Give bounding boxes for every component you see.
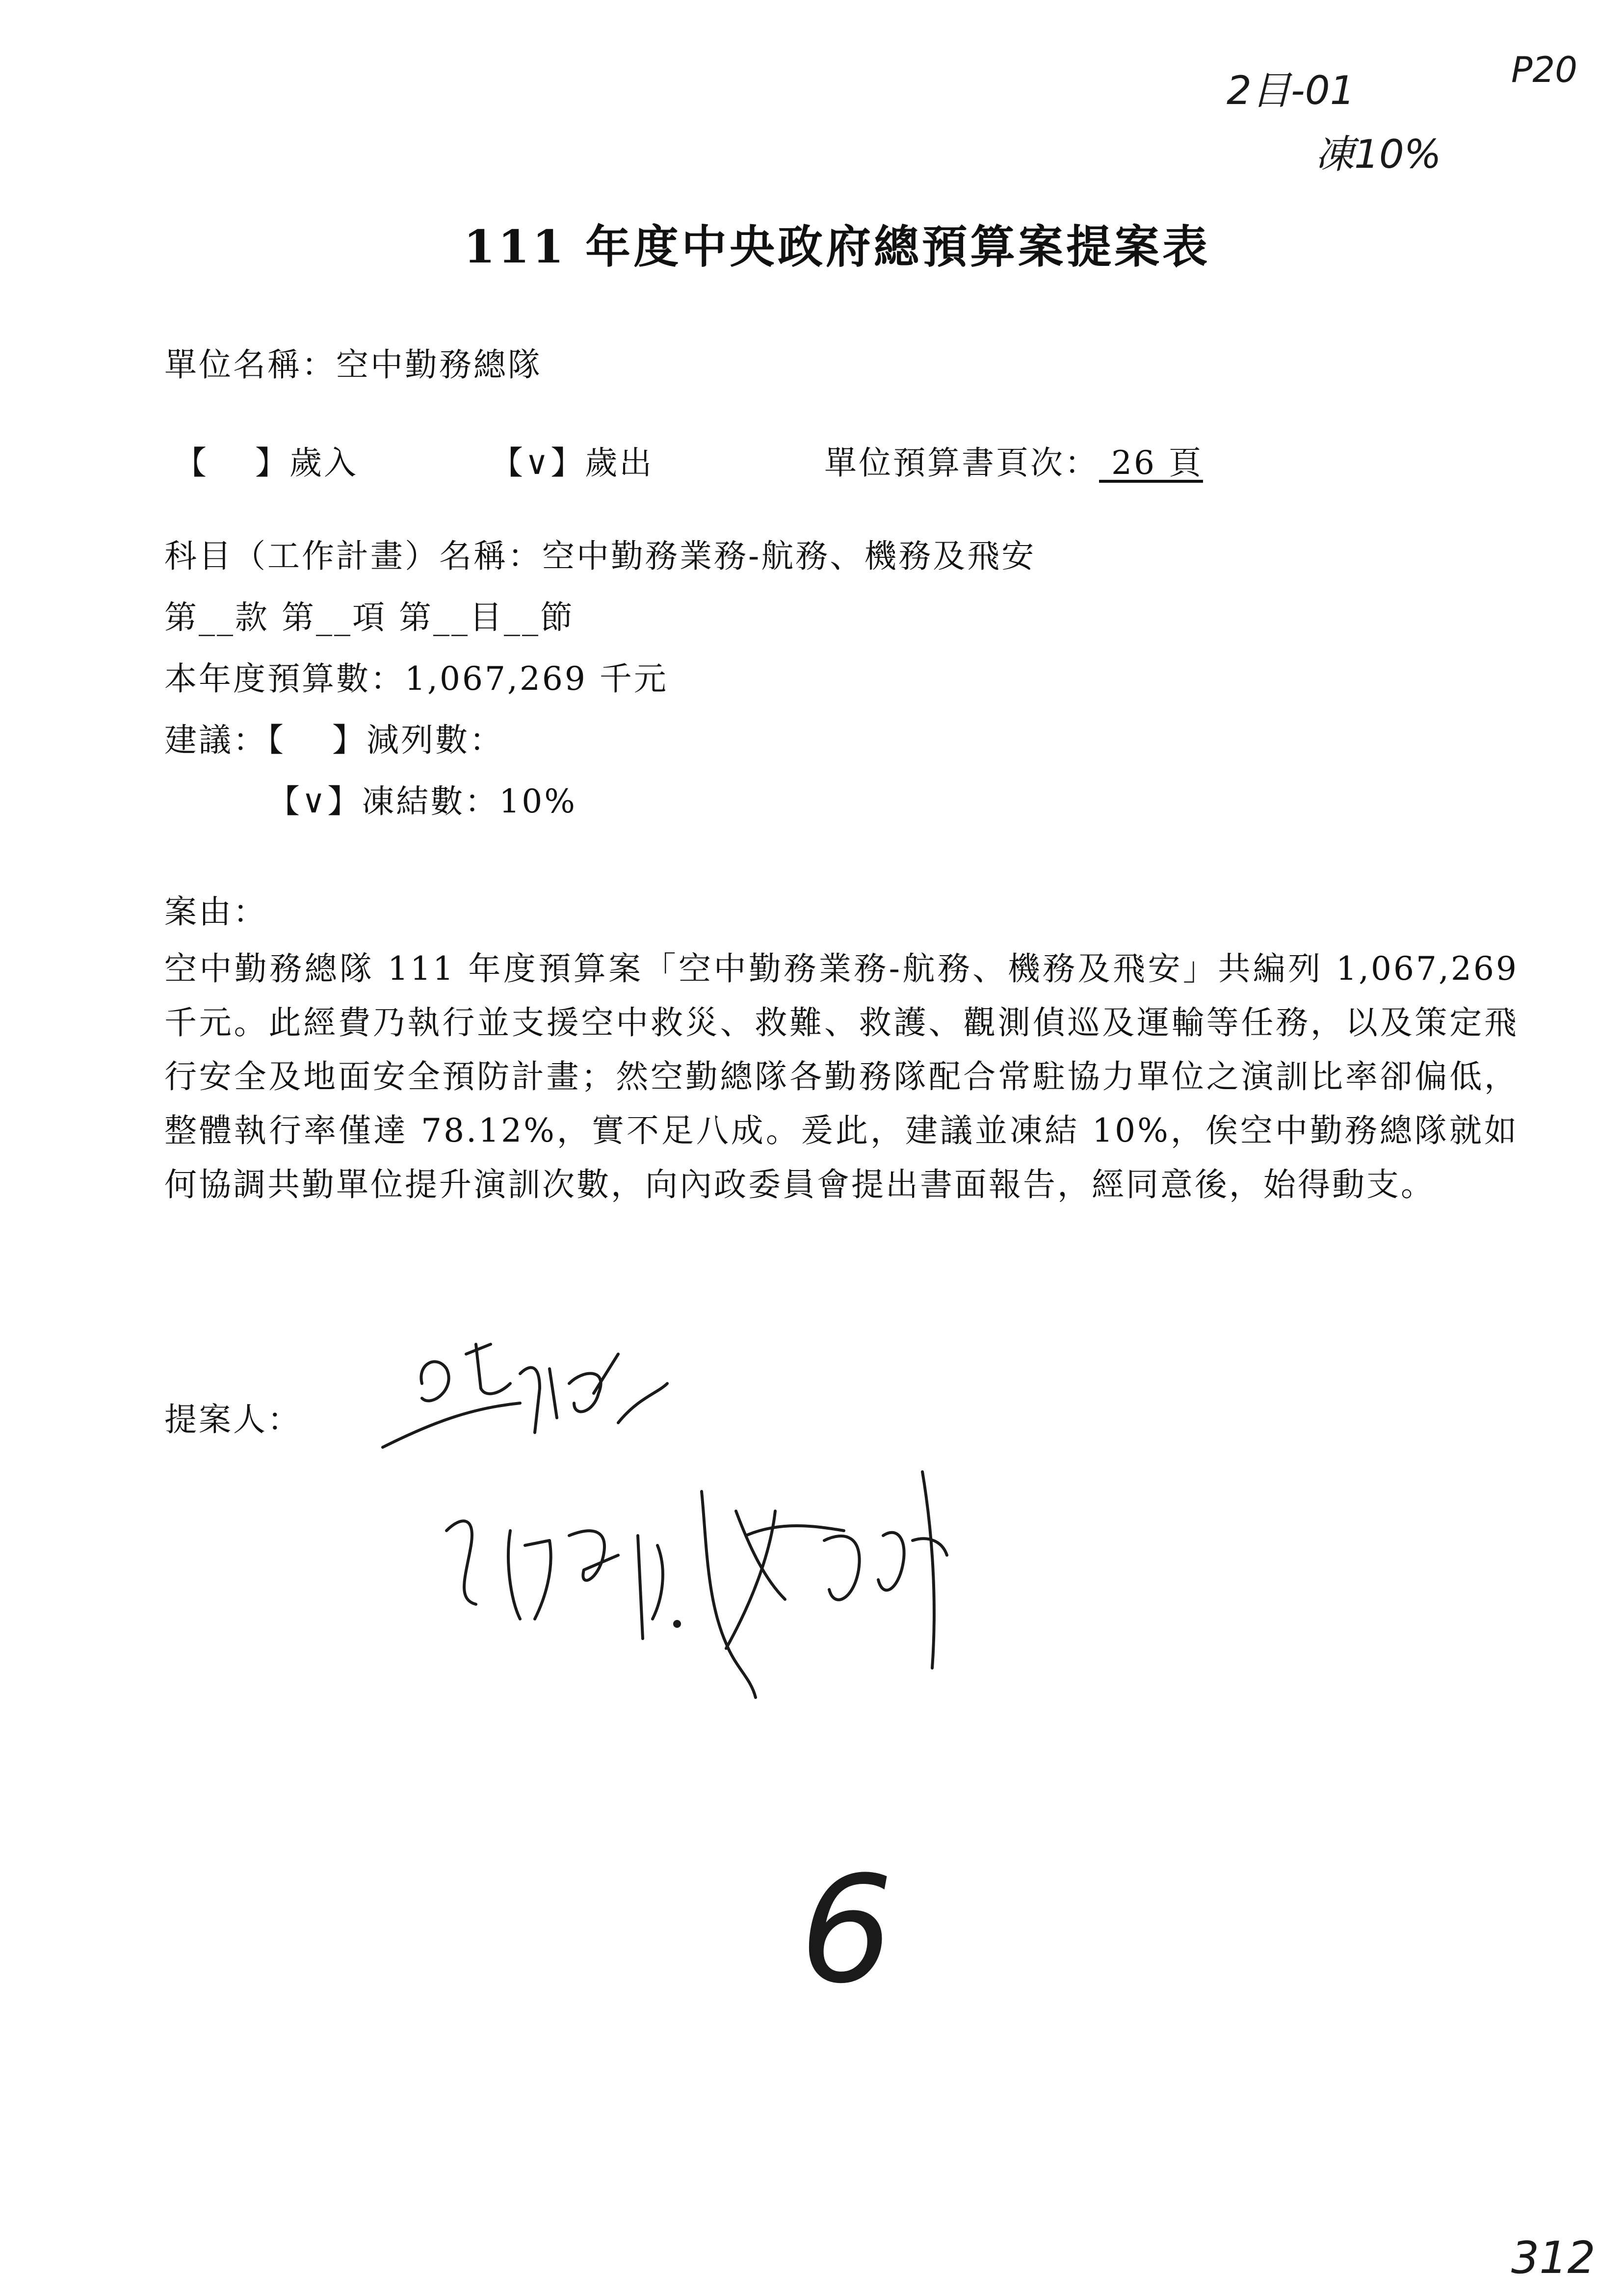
unit-name-label: 單位名稱： [164,346,336,384]
subject-label: 科目（工作計畫）名稱： [164,537,542,575]
handwritten-page-number: 312 [1511,2232,1596,2284]
handwritten-page-ref: P20 [1511,49,1578,90]
subject-value: 空中勤務業務-航務、機務及飛安 [542,537,1036,575]
revenue-checkbox: 【 】歲入 [174,444,358,482]
expense-checkbox: 【∨】歲出 [491,444,654,482]
budget-page-ref [824,437,1203,483]
handwritten-freeze-note: 凍10% [1315,131,1441,177]
section-line: 第__款 第__項 第__目__節 [164,599,575,636]
reason-label: 案由： [164,893,267,931]
form-title: 111 年度中央政府總預算案提案表 [464,220,1211,273]
freeze-checkbox: 【∨】凍結數：10% [267,783,577,820]
budget-amount-row [164,652,668,699]
budget-amount-label: 本年度預算數： [164,660,405,698]
suggestion-label: 建議： [164,721,267,759]
proposer-label: 提案人： [164,1401,302,1438]
budget-page-value: 26 頁 [1099,444,1203,482]
subject-row [164,530,1036,576]
unit-name-value: 空中勤務總隊 [336,346,542,384]
reduce-checkbox: 【 】減列數： [267,721,504,759]
budget-page-label: 單位預算書頁次： [824,444,1099,482]
budget-amount-value: 1,067,269 千元 [405,660,668,698]
handwritten-code: 2目-01 [1227,68,1355,113]
unit-name-row [164,339,542,385]
suggestion-row [164,714,504,760]
proposer-signatures [363,1325,1050,1766]
handwritten-number: 6 [800,1845,893,2016]
reason-text: 空中勤務總隊 111 年度預算案「空中勤務業務-航務、機務及飛安」共編列 1,067,269 千元。此經費乃執行並支援空中救災、救難、救護、觀測偵巡及運輸等任務，以及策定飛行安全及地面安全預防計畫；然空勤總隊各勤務隊配合常駐協力單位之演訓比率卻偏低，整體執行率僅達 78.12%，實不足八成。爰此，建議並凍結 10%，俟空中勤務總隊就如何協調共勤單位提升演訓次數，向內政委員會提出書面報告，經同意後，始得動支。 [164,950,1519,1203]
